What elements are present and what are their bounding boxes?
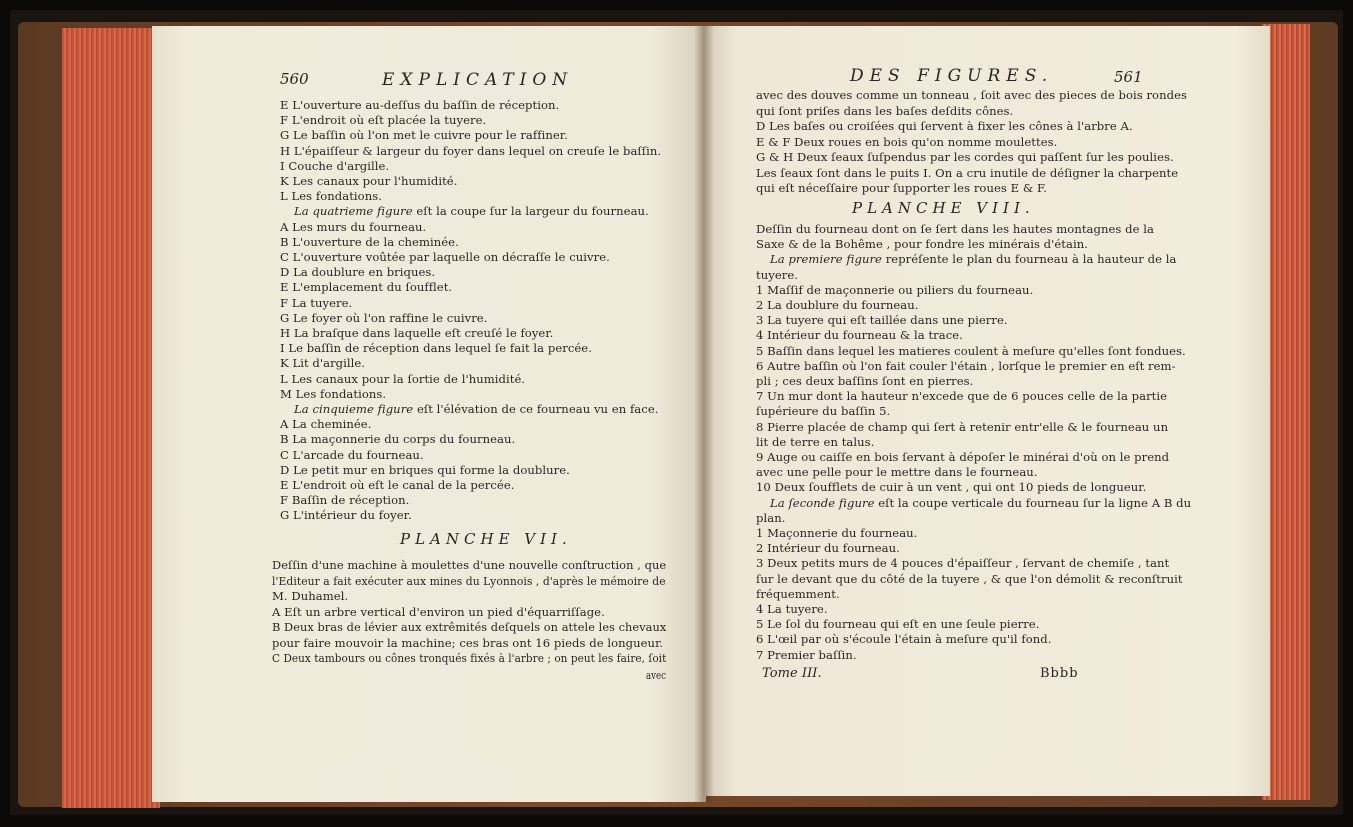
text-line: B La maçonnerie du corps du fourneau.: [280, 432, 516, 447]
text-line: I Couche d'argille.: [280, 158, 390, 173]
text-line: G & H Deux ſeaux ſuſpendus par les cordes qui paſſent ſur les poulies.: [756, 150, 1174, 164]
text-line: La cinquieme figure eſt l'élévation de ce fourneau vu en face.: [294, 402, 659, 416]
text-line: Saxe & de la Bohême , pour fondre les minérais d'étain.: [756, 237, 1088, 252]
text-line: La quatrieme figure eſt la coupe ſur la largeur du fourneau.: [294, 204, 649, 219]
text-line: A La cheminée.: [280, 417, 372, 432]
text-line: avec une pelle pour le mettre dans le fourneau.: [756, 465, 1038, 480]
plate-heading: PLANCHE VII.: [400, 530, 572, 548]
text-line: K Lit d'argille.: [280, 356, 366, 371]
running-head: EXPLICATION: [382, 70, 574, 90]
text-line: ſur le devant que du côté de la tuyere , & que l'on démolit & reconſtruit: [756, 571, 1183, 586]
text-line: fréquemment.: [756, 586, 840, 601]
page-number: 561: [1114, 68, 1143, 86]
text-line: Les ſeaux ſont dans le puits I. On a cru inutile de déſigner la charpente: [756, 165, 1179, 180]
text-line: G L'intérieur du foyer.: [280, 508, 412, 523]
text-line: Deſſin d'une machine à moulettes d'une nouvelle conſtruction , que: [272, 558, 667, 572]
text-line: M. Duhamel.: [272, 589, 349, 603]
text-line: pli ; ces deux baſſins ſont en pierres.: [756, 374, 974, 388]
text-line: 6 Autre baſſin où l'on fait couler l'étain , lorſque le premier en eſt rem-: [756, 358, 1176, 373]
text-line: La ſeconde figure eſt la coupe verticale du fourneau ſur la ligne A B du: [770, 495, 1192, 510]
text-line: lit de terre en talus.: [756, 434, 875, 449]
text-line: F La tuyere.: [280, 295, 353, 310]
text-line: 1 Maçonnerie du fourneau.: [756, 526, 918, 540]
text-line: G Le baſſin où l'on met le cuivre pour le raffiner.: [280, 128, 568, 143]
text-line: 10 Deux ſoufflets de cuir à un vent , qui ont 10 pieds de longueur.: [756, 480, 1147, 495]
text-line: L Les fondations.: [280, 189, 382, 204]
text-line: 3 Deux petits murs de 4 pouces d'épaiſſeur , ſervant de chemiſe , tant: [756, 556, 1170, 571]
text-line: l'Editeur a fait exécuter aux mines du Lyonnois , d'après le mémoire de: [272, 573, 666, 588]
text-line: E & F Deux roues en bois qu'on nomme moulettes.: [756, 134, 1058, 149]
plate-heading: PLANCHE VIII.: [852, 199, 1035, 217]
text-line: 7 Un mur dont la hauteur n'excede que de 6 pouces celle de la partie: [756, 389, 1168, 404]
text-line: M Les fondations.: [280, 386, 387, 401]
text-line: 8 Pierre placée de champ qui ſert à retenir entr'elle & le fourneau un: [756, 419, 1169, 434]
text-line: 5 Baſſin dans lequel les matieres coulent à meſure qu'elles ſont fondues.: [756, 343, 1186, 358]
text-line: C Deux tambours ou cônes tronqués fixés à l'arbre ; on peut les faire, ſoit: [272, 651, 667, 665]
text-line: A Eſt un arbre vertical d'environ un pied d'équarriſſage.: [272, 604, 605, 619]
text-line: A Les murs du fourneau.: [280, 219, 427, 234]
text-line: plan.: [756, 510, 786, 525]
text-line: 4 Intérieur du fourneau & la trace.: [756, 328, 963, 343]
text-line: B L'ouverture de la cheminée.: [280, 234, 459, 249]
volume-signature: Tome III.: [762, 666, 822, 681]
text-line: L Les canaux pour la ſortie de l'humidité.: [280, 371, 526, 386]
text-line: 3 La tuyere qui eſt taillée dans une pierre.: [756, 313, 1008, 328]
text-line: 7 Premier baſſin.: [756, 647, 857, 662]
left-page-edges: [62, 28, 160, 808]
text-line: 1 Maſſif de maçonnerie ou piliers du fourneau.: [756, 282, 1034, 297]
signature-mark: Bbbb: [1040, 666, 1079, 681]
text-line: Deſſin du fourneau dont on ſe ſert dans les hautes montagnes de la: [756, 222, 1154, 236]
text-line: qui eſt néceſſaire pour ſupporter les roues E & F.: [756, 181, 1047, 195]
text-line: La premiere figure repréſente le plan du fourneau à la hauteur de la: [770, 252, 1177, 267]
text-line: E L'endroit où eſt le canal de la percée.: [280, 478, 515, 492]
text-line: I Le baſſin de réception dans lequel ſe fait la percée.: [280, 341, 592, 356]
text-line: D Les baſes ou croiſées qui ſervent à fixer les cônes à l'arbre A.: [756, 119, 1133, 133]
text-line: 2 La doublure du fourneau.: [756, 298, 919, 312]
text-line: E L'emplacement du ſoufflet.: [280, 280, 453, 295]
running-head: DES FIGURES.: [850, 66, 1054, 86]
text-line: H L'épaiſſeur & largeur du foyer dans lequel on creuſe le baſſin.: [280, 143, 662, 158]
text-line: C L'arcade du fourneau.: [280, 447, 424, 462]
text-line: 2 Intérieur du fourneau.: [756, 541, 900, 556]
text-line: qui ſont priſes dans les baſes deſdits cônes.: [756, 103, 1014, 118]
text-line: G Le foyer où l'on raffine le cuivre.: [280, 310, 488, 325]
left-page: [152, 26, 706, 802]
text-line: 4 La tuyere.: [756, 602, 828, 616]
text-line: D Le petit mur en briques qui forme la doublure.: [280, 462, 570, 477]
text-line: D La doublure en briques.: [280, 265, 436, 280]
text-line: F L'endroit où eſt placée la tuyere.: [280, 113, 487, 128]
text-line: ſupérieure du baſſin 5.: [756, 404, 891, 419]
text-line: tuyere.: [756, 267, 798, 282]
text-line: avec des douves comme un tonneau , ſoit avec des pieces de bois rondes: [756, 88, 1187, 102]
text-line: C L'ouverture voûtée par laquelle on décraſſe le cuivre.: [280, 250, 610, 264]
text-line: H La braſque dans laquelle eſt creuſé le foyer.: [280, 326, 554, 340]
text-line: 9 Auge ou caiſſe en bois ſervant à dépoſer le minérai d'où on le prend: [756, 450, 1170, 464]
book-gutter: [694, 26, 714, 802]
catchword: avec: [646, 668, 667, 682]
text-line: B Deux bras de lévier aux extrêmités deſquels on attele les chevaux: [272, 620, 667, 634]
right-page: [702, 26, 1270, 796]
text-line: E L'ouverture au-deſſus du baſſin de réception.: [280, 98, 560, 112]
text-line: pour faire mouvoir la machine; ces bras ont 16 pieds de longueur.: [272, 635, 664, 650]
text-line: K Les canaux pour l'humidité.: [280, 174, 458, 188]
text-line: 5 Le ſol du fourneau qui eſt en une ſeule pierre.: [756, 617, 1040, 632]
page-number: 560: [280, 70, 309, 88]
text-line: F Baſſin de réception.: [280, 493, 410, 508]
text-line: 6 L'œil par où s'écoule l'étain à meſure qu'il fond.: [756, 632, 1052, 647]
